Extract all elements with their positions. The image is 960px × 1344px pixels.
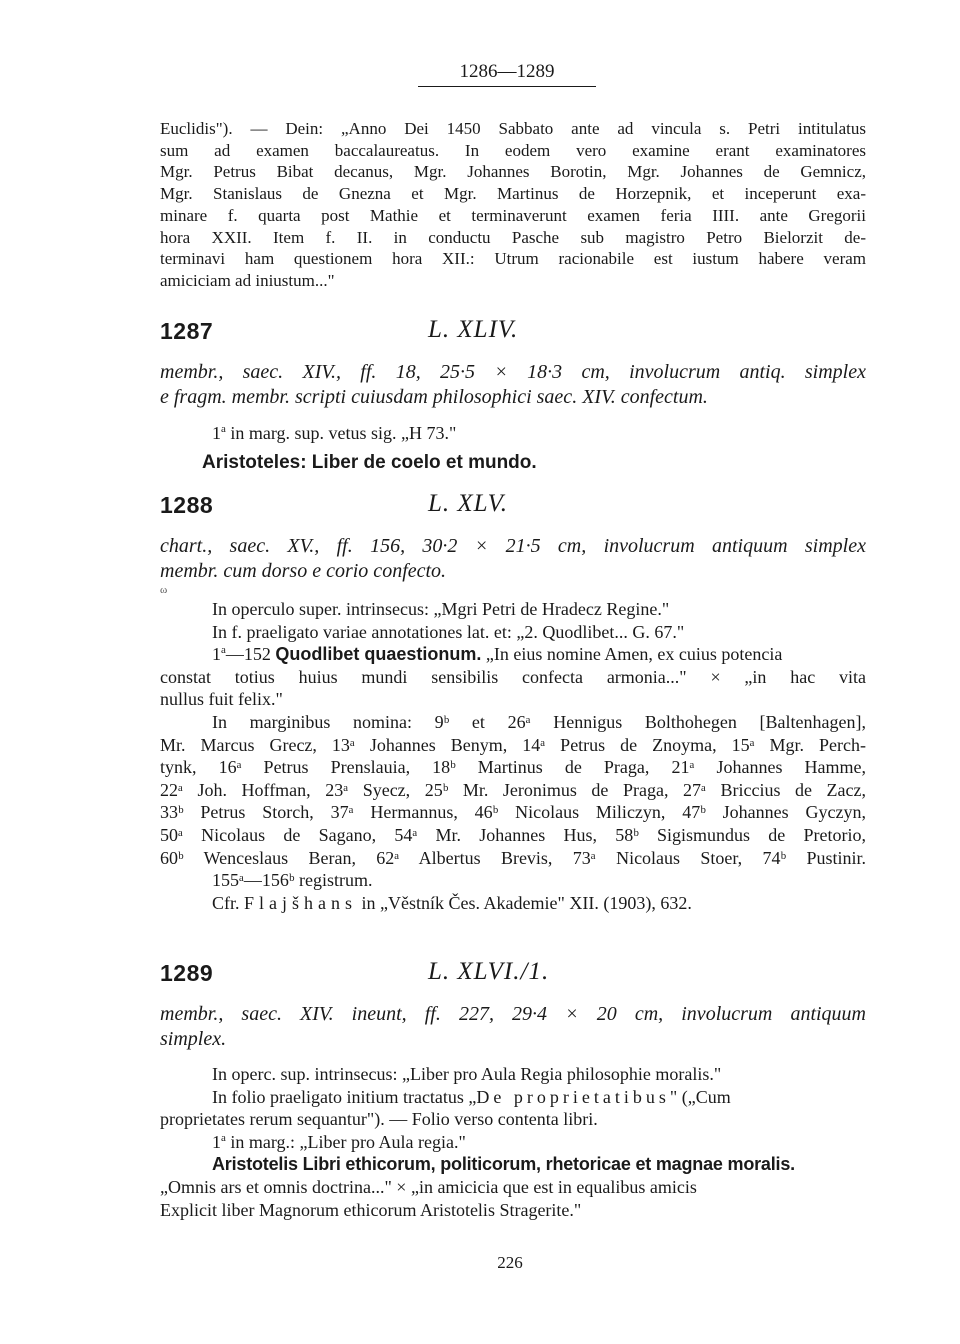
cfr-line [160,892,866,915]
physical-description [160,360,866,410]
text-line: Euclidis"). — Dein: „Anno Dei 1450 Sabbato ante ad vincula s. Petri intitulatus [160,119,866,138]
folio-number: 1 [212,423,221,443]
note-line [212,422,456,445]
intro-paragraph [160,118,866,292]
margin-names-line: tynk, 16ᵃ Petrus Prenslauia, 18ᵇ Martinus de Praga, 21ᵃ Johannes Hamme, [160,757,866,778]
note-text: in marg.: „Liber pro Aula regia." [225,1131,466,1152]
text-line: „Omnis ars et omnis doctrina..." × „in amicicia que est in equalibus amicis [160,1176,697,1197]
work-title: Aristotelis Libri ethicorum, politicorum, rhetoricae et magnae moralis. [212,1154,795,1175]
shelf-signature: L. XLVI./1. [428,958,550,985]
folio-range: —152 [225,644,276,665]
text-line: In f. praeligato variae annotationes lat. et: „2. Quodlibet... G. 67." [212,621,685,642]
text-line: amiciciam ad iniustum..." [160,270,335,290]
desc-line: membr., saec. XIV. ineunt, ff. 227, 29·4 × 20 cm, involucrum antiquum [160,1003,866,1025]
text-line: terminavi ham questionem hora XII.: Utrum racionabile est iustum habere veram [160,249,866,269]
entry-number: 1289 [160,960,214,986]
text-line: proprietates rerum sequantur"). — Folio verso contenta libri. [160,1109,598,1130]
shelf-signature: L. XLIV. [428,316,519,343]
margin-mark: ω [160,584,168,596]
desc-line: e fragm. membr. scripti cuiusdam philosophici saec. XIV. confectum. [160,386,708,408]
folio-number: 1 [212,1131,221,1152]
desc-line: membr. cum dorso e corio confecto. [160,560,447,582]
desc-line: membr., saec. XIV., ff. 18, 25·5 × 18·3 cm, involucrum antiq. simplex [160,361,866,383]
desc-line: chart., saec. XV., ff. 156, 30·2 × 21·5 cm, involucrum antiquum simplex [160,535,866,557]
text-line: 155ᵃ—156ᵇ registrum. [212,870,373,891]
note-text: in marg. sup. vetus sig. „H 73." [225,423,457,443]
page-number: 226 [497,1253,523,1272]
text-line: In operc. sup. intrinsecus: „Liber pro Aula Regia philosophie moralis." [212,1064,722,1084]
quodlibet-line [160,643,866,666]
desc-line: simplex. [160,1028,227,1050]
entry-1288-body [160,598,866,914]
physical-description [160,1002,866,1052]
margin-names-line: In marginibus nomina: 9ᵇ et 26ᵃ Hennigus Bolthohegen [Baltenhagen], [212,711,866,732]
text-line: Mgr. Stanislaus de Gnezna et Mgr. Martinus de Horzepnik, et inceperunt exa- [160,184,866,204]
text-segment: In folio praeligato initium tractatus „ [212,1086,477,1107]
physical-description [160,534,866,584]
entry-1289-body [160,1063,866,1221]
incipit-text: „In eius nomine Amen, ex cuius potencia [481,644,783,665]
text-line: sum ad examen baccalaureatus. In eodem vero examine erant examinatores [160,140,866,160]
text-line: minare f. quarta post Mathie et terminaverunt examen feria IIII. ante Gregorii [160,205,866,225]
shelf-signature: L. XLV. [428,490,508,517]
folio-line [160,1086,866,1109]
text-segment: " („Cum [669,1086,731,1107]
text-line: Explicit liber Magnorum ethicorum Aristotelis Stragerite." [160,1199,582,1220]
margin-names-line: 60ᵇ Wenceslaus Beran, 62ᵃ Albertus Brevis, 73ᵃ Nicolaus Stoer, 74ᵇ Pustinir. [160,847,866,868]
text-line: constat totius huius mundi sensibilis confecta armonia..." × „in hac vita [160,666,866,687]
entry-number: 1288 [160,492,214,518]
folio-side: a [221,423,226,435]
work-title: Quodlibet quaestionum. [275,644,482,665]
cfr-prefix: Cfr. [212,892,245,913]
margin-names-line: 33ᵇ Petrus Storch, 37ᵃ Hermannus, 46ᵇ Nicolaus Miliczyn, 47ᵇ Johannes Gyczyn, [160,802,866,823]
margin-names-line: 50ᵃ Nicolaus de Sagano, 54ᵃ Mr. Johannes Hus, 58ᵇ Sigismundus de Pretorio, [160,824,866,845]
folio-side: a [221,1131,226,1144]
margin-names-line: 22ᵃ Joh. Hoffman, 23ᵃ Syecz, 25ᵇ Mr. Jeronimus de Praga, 27ᵃ Briccius de Zacz, [160,779,866,800]
cfr-author: Flajšhans [244,892,358,913]
folio-side: a [221,644,226,657]
text-line: hora XXII. Item f. II. in conductu Pasche sub magistro Petro Bielorzit de- [160,227,866,247]
text-line: Mgr. Petrus Bibat decanus, Mgr. Johannes Borotin, Mgr. Johannes de Gemnicz, [160,162,866,182]
entry-number: 1287 [160,318,214,344]
margin-names-line: Mr. Marcus Grecz, 13ᵃ Johannes Benym, 14ᵃ Petrus de Znoyma, 15ᵃ Mgr. Perch- [160,734,866,755]
tractatus-title: De proprietatibus [476,1086,670,1107]
text-line: In operculo super. intrinsecus: „Mgri Petri de Hradecz Regine." [212,599,670,619]
folio-number: 1 [212,644,221,665]
note-line [160,1131,866,1154]
page-header: 1286—1289 [418,60,596,87]
work-title: Aristoteles: Liber de coelo et mundo. [202,452,537,473]
text-line: nullus fuit felix." [160,689,283,710]
cfr-reference: in „Věstník Čes. Akademie" XII. (1903), 632. [357,892,692,913]
